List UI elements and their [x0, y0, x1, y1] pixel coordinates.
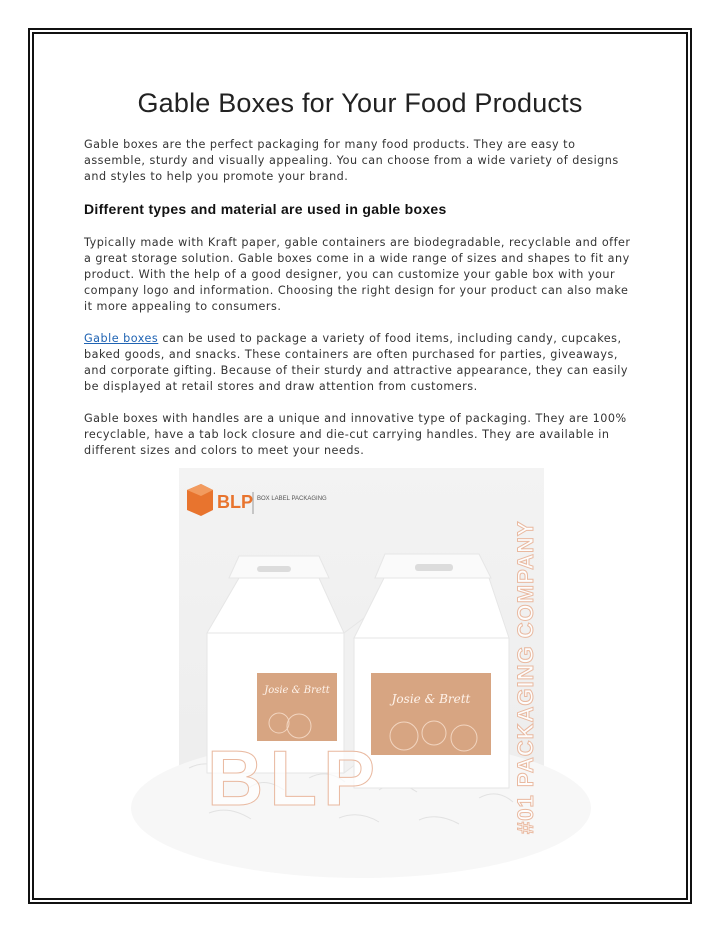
logo-text: BLP [217, 492, 253, 512]
blp-logo [183, 482, 327, 524]
section-heading: Different types and material are used in gable boxes [84, 201, 447, 217]
uses-paragraph [84, 331, 636, 395]
logo-tagline: BOX LABEL PACKAGING [257, 496, 327, 502]
product-photo [179, 468, 544, 840]
left-box-label: Josie & Brett [264, 685, 330, 696]
blp-logo-mark [183, 482, 327, 524]
handles-paragraph: Gable boxes with handles are a unique and innovative type of packaging. They are 100% recyclable, have a tab lock closure and die-cut carrying handles. They are available in different sizes and colors to meet your needs. [84, 412, 627, 457]
page-title: Gable Boxes for Your Food Products [137, 88, 583, 118]
gable-boxes-link[interactable]: Gable boxes [84, 332, 159, 345]
document-body [84, 80, 636, 475]
intro-paragraph: Gable boxes are the perfect packaging for many food products. They are easy to assemble, sturdy and visually appealing. You can choose from a wide variety of designs and styles to help you promote your brand. [84, 138, 619, 183]
watermark-text: #01 PACKAGING COMPANY [513, 520, 538, 834]
materials-paragraph: Typically made with Kraft paper, gable containers are biodegradable, recyclable and offer a great storage solution. Gable boxes come in a wide range of sizes and shapes to fit any product. With the help of a good designer, you can customize your gable box with your company logo and information. Choosing the right design for your product can also make it more appealing to consumers. [84, 236, 631, 313]
vertical-watermark [512, 474, 540, 834]
uses-paragraph-text: can be used to package a variety of food items, including candy, cupcakes, baked goods, and snacks. These containers are often purchased for parties, giveaways, and corporate gifting. Because of their sturdy and attractive appearance, they can easily be displayed at retail stores and draw attention from customers. [84, 332, 629, 393]
right-box-label: Josie & Brett [391, 692, 471, 706]
big-blp-watermark: BLP [207, 734, 381, 822]
